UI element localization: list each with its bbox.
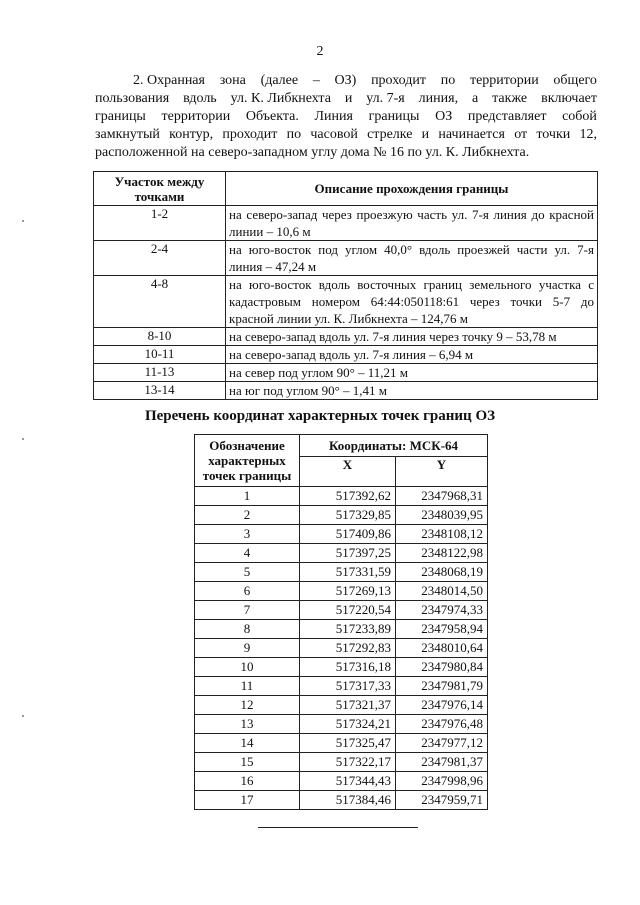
point-cell: 5: [195, 563, 300, 582]
scan-speck: [22, 438, 24, 440]
point-cell: 11: [195, 677, 300, 696]
table-row: [195, 791, 488, 810]
paragraph-line: [95, 90, 597, 108]
paragraph-word: стрелке: [367, 127, 413, 142]
table-row: [195, 506, 488, 525]
point-cell: 7: [195, 601, 300, 620]
point-cell: 1: [195, 487, 300, 506]
x-cell: 517322,17: [300, 753, 396, 772]
paragraph-word: точки: [536, 127, 571, 142]
point-cell: 15: [195, 753, 300, 772]
y-header: Y: [396, 457, 488, 487]
x-cell: 517316,18: [300, 658, 396, 677]
paragraph-word: начинается: [438, 127, 505, 142]
paragraph-word: собой: [562, 109, 597, 124]
point-cell: 10: [195, 658, 300, 677]
y-cell: 2347976,48: [396, 715, 488, 734]
table-row: [195, 487, 488, 506]
boundary-sections-table: [93, 171, 598, 400]
description-cell: на юго-восток вдоль восточных границ земельного участка с кадастровым номером 64:44:050118:61 через точки 5-7 до красной линии ул. К. Либкнехта – 124,76 м: [226, 276, 598, 328]
segment-cell: 10-11: [94, 346, 226, 364]
x-cell: 517233,89: [300, 620, 396, 639]
x-cell: 517269,13: [300, 582, 396, 601]
table-row: [195, 582, 488, 601]
point-cell: 17: [195, 791, 300, 810]
y-cell: 2348014,50: [396, 582, 488, 601]
table-row: [195, 639, 488, 658]
paragraph-word: представляет: [467, 109, 547, 124]
scan-speck: [22, 715, 24, 717]
segment-cell: 8-10: [94, 328, 226, 346]
point-cell: 12: [195, 696, 300, 715]
footer-divider: [258, 827, 418, 828]
description-cell: на северо-запад вдоль ул. 7-я линия через точку 9 – 53,78 м: [226, 328, 598, 346]
paragraph-word: пользования: [95, 91, 170, 106]
table-row: [94, 276, 598, 328]
coordinates-table: [194, 434, 488, 810]
y-cell: 2347958,94: [396, 620, 488, 639]
paragraph-word: Линия: [314, 109, 353, 124]
table-row: [195, 734, 488, 753]
paragraph-word: территории: [161, 109, 231, 124]
scan-speck: [22, 220, 24, 222]
paragraph-word: 2. Охранная: [133, 73, 205, 88]
paragraph-word: ул. 7-я: [366, 91, 405, 106]
x-cell: 517392,62: [300, 487, 396, 506]
paragraph-word: проходит: [222, 127, 278, 142]
x-cell: 517220,54: [300, 601, 396, 620]
y-cell: 2347974,33: [396, 601, 488, 620]
y-cell: 2347976,14: [396, 696, 488, 715]
paragraph-word: вдоль: [183, 91, 217, 106]
y-cell: 2347977,12: [396, 734, 488, 753]
description-cell: на север под углом 90° – 11,21 м: [226, 364, 598, 382]
point-cell: 4: [195, 544, 300, 563]
x-cell: 517292,83: [300, 639, 396, 658]
y-cell: 2348122,98: [396, 544, 488, 563]
segment-cell: 4-8: [94, 276, 226, 328]
paragraph-line: [95, 72, 597, 90]
table-row: [195, 544, 488, 563]
table-row: [94, 328, 598, 346]
segment-cell: 11-13: [94, 364, 226, 382]
table-row: [195, 601, 488, 620]
table-row: [195, 620, 488, 639]
segment-header: Участок между точками: [94, 172, 226, 206]
paragraph-word: территории: [469, 73, 539, 88]
y-cell: 2348039,95: [396, 506, 488, 525]
x-cell: 517331,59: [300, 563, 396, 582]
table-row: [195, 696, 488, 715]
y-cell: 2347981,37: [396, 753, 488, 772]
point-cell: 3: [195, 525, 300, 544]
table-row: [195, 563, 488, 582]
paragraph-word: границы: [368, 109, 420, 124]
table-row: [195, 753, 488, 772]
x-cell: 517344,43: [300, 772, 396, 791]
paragraph-word: границы: [95, 109, 146, 124]
paragraph-line: [95, 126, 597, 144]
description-cell: на северо-запад вдоль ул. 7-я линия – 6,94 м: [226, 346, 598, 364]
paragraph-word: также: [492, 91, 528, 106]
paragraph-word: от: [514, 127, 528, 142]
paragraph-word: а: [472, 91, 479, 106]
y-cell: 2348068,19: [396, 563, 488, 582]
point-cell: 14: [195, 734, 300, 753]
point-cell: 2: [195, 506, 300, 525]
paragraph-word: ОЗ: [435, 109, 453, 124]
paragraph-word: включает: [541, 91, 597, 106]
x-cell: 517409,86: [300, 525, 396, 544]
paragraph-word: часовой: [310, 127, 358, 142]
segment-cell: 1-2: [94, 206, 226, 241]
paragraph-word: и: [344, 91, 353, 106]
coords-title: Перечень координат характерных точек границ ОЗ: [144, 408, 496, 424]
y-cell: 2347968,31: [396, 487, 488, 506]
table-row: [94, 241, 598, 276]
table-row: [195, 772, 488, 791]
description-cell: на северо-запад через проезжую часть ул. 7-я линия до красной линии – 10,6 м: [226, 206, 598, 241]
paragraph-word: зона: [219, 73, 246, 88]
paragraph-word: линия,: [418, 91, 459, 106]
x-cell: 517329,85: [300, 506, 396, 525]
body-paragraph: [95, 72, 597, 162]
paragraph-word: и: [421, 127, 430, 142]
y-cell: 2347959,71: [396, 791, 488, 810]
x-cell: 517397,25: [300, 544, 396, 563]
point-cell: 8: [195, 620, 300, 639]
table-row: [94, 364, 598, 382]
point-cell: 6: [195, 582, 300, 601]
paragraph-word: Объекта.: [245, 109, 299, 124]
table-row: [94, 206, 598, 241]
segment-cell: 13-14: [94, 382, 226, 400]
x-cell: 517324,21: [300, 715, 396, 734]
y-cell: 2348108,12: [396, 525, 488, 544]
description-cell: на юг под углом 90° – 1,41 м: [226, 382, 598, 400]
x-cell: 517384,46: [300, 791, 396, 810]
paragraph-word: по: [440, 73, 456, 88]
y-cell: 2347980,84: [396, 658, 488, 677]
paragraph-word: контур,: [169, 127, 214, 142]
table-row: [195, 715, 488, 734]
paragraph-line: [95, 108, 597, 126]
x-cell: 517325,47: [300, 734, 396, 753]
y-cell: 2347981,79: [396, 677, 488, 696]
y-cell: 2348010,64: [396, 639, 488, 658]
point-header: Обозначение характерных точек границы: [195, 435, 300, 487]
point-cell: 13: [195, 715, 300, 734]
paragraph-word: ОЗ): [334, 73, 357, 88]
description-cell: на юго-восток под углом 40,0° вдоль проезжей части ул. 7-я линия – 47,24 м: [226, 241, 598, 276]
table-row: [195, 677, 488, 696]
table-row: [195, 658, 488, 677]
table-row: [195, 525, 488, 544]
coord-system-header: Координаты: МСК-64: [300, 435, 488, 457]
paragraph-word: –: [312, 73, 320, 88]
x-cell: 517317,33: [300, 677, 396, 696]
x-header: X: [300, 457, 396, 487]
y-cell: 2347998,96: [396, 772, 488, 791]
paragraph-word: замкнутый: [95, 127, 160, 142]
paragraph-word: общего: [553, 73, 597, 88]
page-number: 2: [316, 44, 324, 59]
description-header: Описание прохождения границы: [226, 172, 598, 206]
table-row: [94, 346, 598, 364]
paragraph-word: проходит: [371, 73, 427, 88]
point-cell: 9: [195, 639, 300, 658]
paragraph-line: [95, 144, 597, 162]
segment-cell: 2-4: [94, 241, 226, 276]
table-row: [94, 382, 598, 400]
x-cell: 517321,37: [300, 696, 396, 715]
paragraph-word: ул. К. Либкнехта: [230, 91, 331, 106]
point-cell: 16: [195, 772, 300, 791]
paragraph-word: расположенной на северо-западном углу дома № 16 по ул. К. Либкнехта.: [95, 145, 530, 160]
paragraph-word: 12,: [579, 127, 597, 142]
paragraph-word: по: [286, 127, 302, 142]
paragraph-word: (далее: [260, 73, 299, 88]
